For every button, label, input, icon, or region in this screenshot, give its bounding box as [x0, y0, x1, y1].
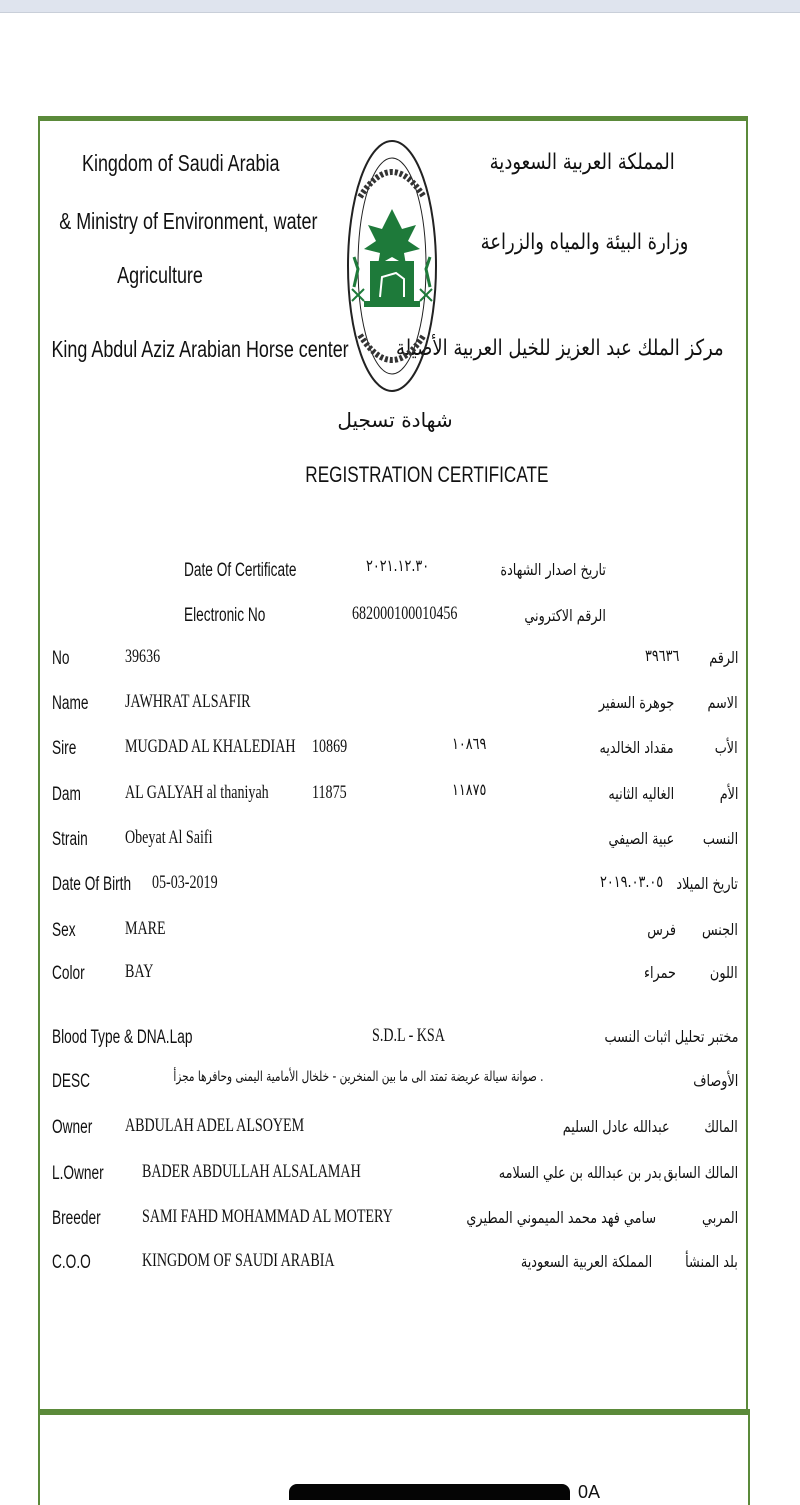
title-english: REGISTRATION CERTIFICATE — [305, 462, 549, 487]
dam-label: Dam — [52, 784, 81, 805]
owner-value-ar: عبدالله عادل السليم — [563, 1117, 670, 1136]
no-label-ar: الرقم — [708, 648, 738, 667]
header-en-line1: Kingdom of Saudi Arabia — [82, 150, 280, 176]
desc-label: DESC — [52, 1071, 91, 1092]
header-en-line2: & Ministry of Environment, water — [59, 208, 318, 234]
coo-value-ar: المملكة العربية السعودية — [520, 1252, 652, 1271]
date-of-certificate-value: ٢٠٢١.١٢.٣٠ — [366, 556, 430, 575]
black-bar — [289, 1484, 570, 1500]
dam-label-ar: الأم — [719, 784, 738, 803]
sex-value-ar: فرس — [647, 920, 676, 939]
sire-value-ar: مقداد الخالديه — [599, 738, 674, 757]
sire-value: MUGDAD AL KHALEDIAH — [125, 736, 296, 757]
color-value: BAY — [125, 961, 154, 982]
coo-value: KINGDOM OF SAUDI ARABIA — [142, 1250, 335, 1271]
header-en-line4: King Abdul Aziz Arabian Horse center — [51, 336, 349, 362]
name-value-ar: جوهرة السفير — [598, 693, 674, 712]
desc-value-ar: . صوانة سيالة عريضة تمتد الى ما بين المنخرين - خلخال الأمامية اليمنى وحافرها مجزأ — [172, 1069, 543, 1085]
no-value-ar: ٣٩٦٣٦ — [645, 646, 680, 665]
breeder-value-ar: سامي فهد محمد الميموني المطيري — [466, 1208, 656, 1227]
date-of-birth-label: Date Of Birth — [52, 874, 132, 895]
breeder-value: SAMI FAHD MOHAMMAD AL MOTERY — [142, 1206, 393, 1227]
bottom-partial-text: 0A — [578, 1482, 601, 1502]
strain-value: Obeyat Al Saifi — [125, 827, 213, 848]
strain-value-ar: عبية الصيفي — [608, 829, 674, 848]
center-emblem-logo — [346, 137, 438, 395]
last-owner-label: L.Owner — [52, 1163, 104, 1184]
breeder-label: Breeder — [52, 1208, 101, 1229]
coo-label-ar: بلد المنشأ — [685, 1252, 738, 1271]
last-owner-value-ar: بدر بن عبدالله بن علي السلامه — [499, 1163, 662, 1182]
owner-value: ABDULAH ADEL ALSOYEM — [125, 1115, 305, 1136]
blood-type-label: Blood Type & DNA.Lap — [52, 1027, 193, 1048]
color-label: Color — [52, 963, 85, 984]
no-value: 39636 — [125, 646, 161, 667]
sire-label: Sire — [52, 738, 77, 759]
header-ar-line1: المملكة العربية السعودية — [489, 150, 675, 175]
electronic-no-label-ar: الرقم الاكتروني — [524, 606, 606, 625]
date-of-birth-value: 05-03-2019 — [152, 872, 218, 893]
dam-number: 11875 — [312, 782, 347, 803]
name-value: JAWHRAT ALSAFIR — [125, 691, 251, 712]
date-of-certificate-label-ar: تاريخ اصدار الشهادة — [500, 560, 606, 579]
date-of-birth-value-ar: ٢٠١٩.٠٣.٠٥ — [600, 872, 664, 891]
desc-label-ar: الأوصاف — [692, 1071, 738, 1090]
dam-number-ar: ١١٨٧٥ — [452, 780, 487, 799]
header-ar-line3: مركز الملك عبد العزيز للخيل العربية الأصيلة — [396, 336, 724, 361]
sire-number-ar: ١٠٨٦٩ — [452, 734, 487, 753]
blood-type-value: S.D.L - KSA — [372, 1025, 445, 1046]
dam-value: AL GALYAH al thaniyah — [125, 782, 269, 803]
title-arabic: شهادة تسجيل — [337, 408, 453, 432]
no-label: No — [52, 648, 70, 669]
header-ar-line2: وزارة البيئة والمياه والزراعة — [480, 230, 688, 255]
owner-label: Owner — [52, 1117, 93, 1138]
owner-label-ar: المالك — [704, 1117, 738, 1136]
blood-type-label-ar: مختبر تحليل اثبات النسب — [604, 1027, 738, 1046]
strain-label-ar: النسب — [702, 829, 738, 848]
name-label: Name — [52, 693, 89, 714]
coo-label: C.O.O — [52, 1252, 91, 1273]
last-owner-value: BADER ABDULLAH ALSALAMAH — [142, 1161, 361, 1182]
name-label-ar: الاسم — [707, 693, 738, 712]
dam-value-ar: الغاليه الثانيه — [608, 784, 674, 803]
color-value-ar: حمراء — [644, 963, 676, 982]
sex-label-ar: الجنس — [702, 920, 738, 939]
date-of-birth-label-ar: تاريخ الميلاد — [676, 874, 738, 893]
strain-label: Strain — [52, 829, 88, 850]
last-owner-label-ar: المالك السابق — [663, 1163, 738, 1182]
color-label-ar: اللون — [710, 963, 738, 982]
sex-label: Sex — [52, 920, 76, 941]
date-of-certificate-label: Date Of Certificate — [184, 560, 297, 581]
window-top-bar — [0, 0, 800, 13]
electronic-no-value: 682000100010456 — [352, 603, 458, 624]
sire-label-ar: الأب — [715, 738, 738, 757]
sire-number: 10869 — [312, 736, 348, 757]
sex-value: MARE — [125, 918, 166, 939]
breeder-label-ar: المربي — [701, 1208, 738, 1227]
header-en-line3: Agriculture — [117, 262, 203, 288]
electronic-no-label: Electronic No — [184, 605, 266, 626]
